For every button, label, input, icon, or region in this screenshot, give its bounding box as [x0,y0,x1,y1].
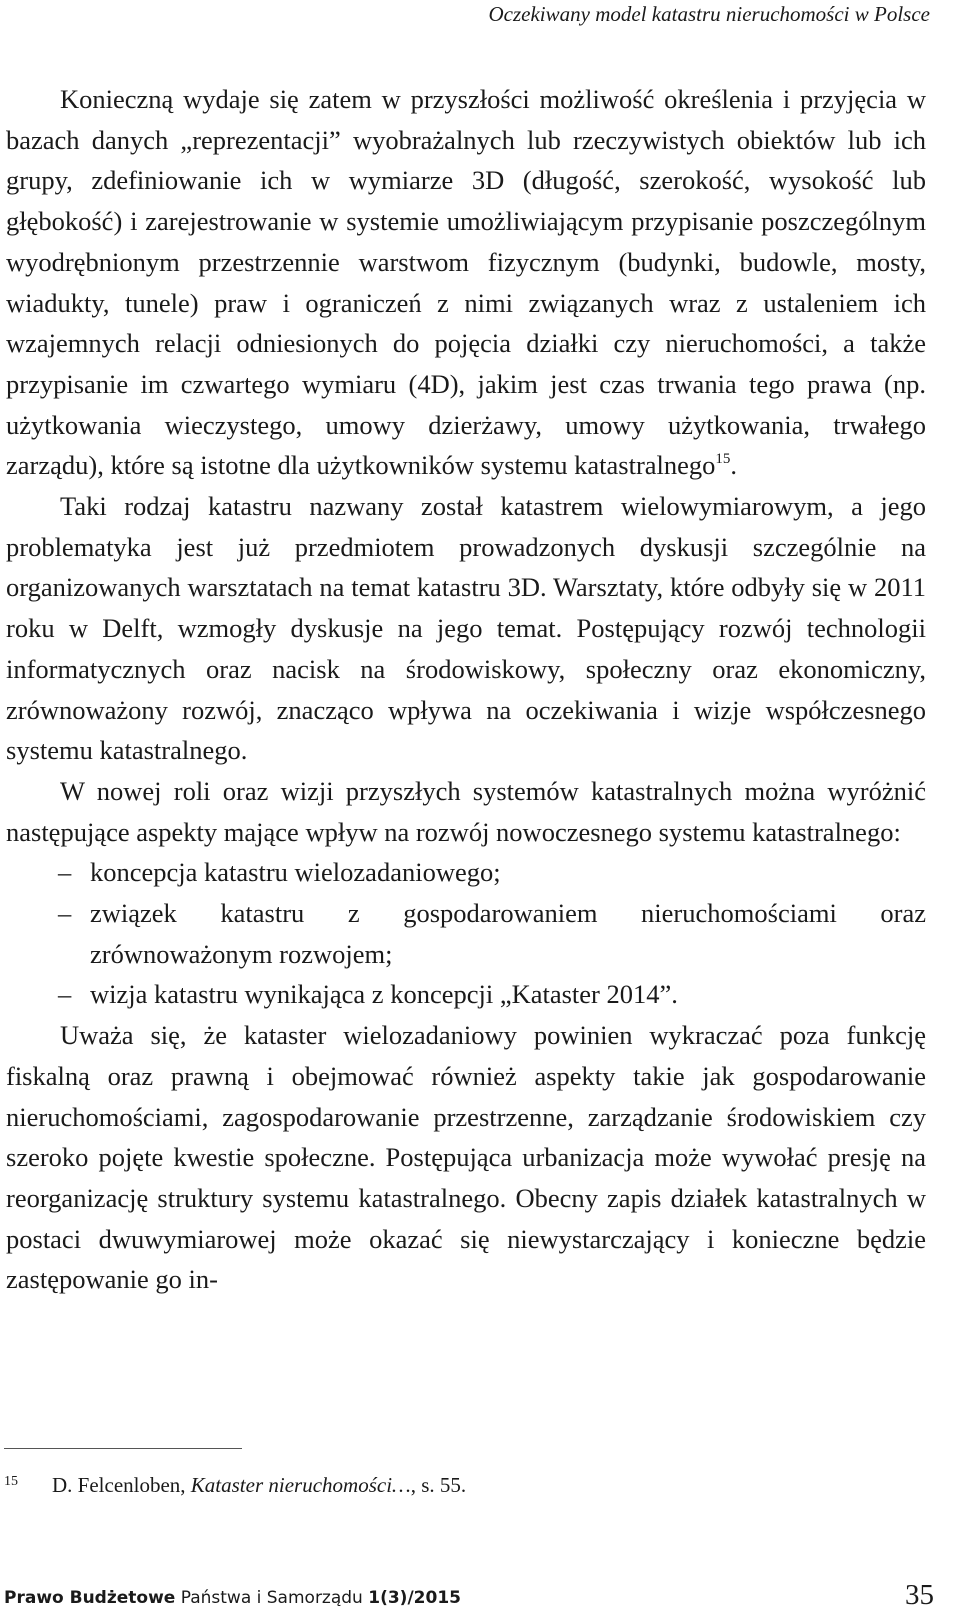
journal-name [4,1588,461,1608]
paragraph-3: W nowej roli oraz wizji przyszłych systemów katastralnych można wyróżnić następujące aspekty mające wpływ na rozwój nowoczesnego systemu katastralnego: [6,775,926,847]
list-dash: – [58,979,72,1010]
footnote-pages: , s. 55. [410,1473,467,1497]
paragraph-1 [6,79,926,486]
footnote-ref-15[interactable]: 15 [715,451,731,468]
list-item [6,852,926,893]
footnote-number: 15 [4,1474,18,1489]
page-number: 35 [905,1579,934,1611]
paragraph-1-text: Konieczną wydaje się zatem w przyszłości możliwość określenia i przyjęcia w bazach danych „reprezentacji” wyobrażalnych lub rzeczywistych obiektów lub ich grupy, zdefiniowanie ich w wymiarze 3D (długość, szerokość, wysokość lub głębokość) i zarejestrowanie w systemie umożliwiającym przypisanie poszczególnym wyodrębnionym przestrzennie warstwom fizycznym (budynki, budowle, mosty, wiadukty, tunele) praw i ograniczeń z nimi związanych wraz z ustaleniem ich wzajemnych relacji odniesionych do pojęcia działki czy nieruchomości, a także przypisanie im czwartego wymiaru (4D), jakim jest czas trwania tego prawa (np. użytkowania wieczystego, umowy dzierżawy, umowy użytkowania, trwałego zarządu), które są istotne dla użytkowników systemu katastralnego [6,84,926,481]
paragraph-1-end: . [730,450,738,481]
footnote-separator [4,1448,242,1449]
journal-name-bold: Prawo Budżetowe [4,1588,176,1608]
list-dash: – [58,898,72,929]
footnote-text [52,1471,466,1499]
running-head: Oczekiwany model katastru nieruchomości w Polsce [488,2,930,26]
footnote-title: Kataster nieruchomości… [190,1473,411,1497]
journal-issue: 1(3)/2015 [368,1588,461,1608]
list-item [6,893,926,974]
paragraph-4: Uważa się, że kataster wielozadaniowy powinien wykraczać poza funkcję fiskalną oraz prawną i obejmować również aspekty takie jak gospodarowanie nieruchomościami, zagospodarowanie przestrzenne, zarządzanie środowiskiem czy szeroko pojęte kwestie społeczne. Postępująca urbanizacja może wywołać presję na reorganizację struktury systemu katastralnego. Obecny zapis działek katastralnych w postaci dwuwymiarowej może okazać się niewystarczający i konieczne będzie zastępowanie go in- [6,1020,926,1295]
footnote-author: D. Felcenloben, [52,1473,191,1497]
aspect-list [6,852,926,1015]
journal-name-rest: Państwa i Samorządu [175,1588,369,1608]
list-item-text: koncepcja katastru wielozadaniowego; [90,857,501,888]
list-item [6,974,926,1015]
list-item-text: wizja katastru wynikająca z koncepcji „Kataster 2014”. [90,979,678,1010]
page-footer [4,1572,934,1612]
paragraph-2: Taki rodzaj katastru nazwany został katastrem wielowymiarowym, a jego problematyka jest już przedmiotem prowadzonych dyskusji szczególnie na organizowanych warsztatach na temat katastru 3D. Warsztaty, które odbyły się w 2011 roku w Delft, wzmogły dyskusje na jego temat. Postępujący rozwój technologii informatycznych oraz nacisk na środowiskowy, społeczny oraz ekonomiczny, zrównoważony rozwój, znacząco wpływa na oczekiwania i wizje współczesnego systemu katastralnego. [6,491,926,766]
list-dash: – [58,857,72,888]
list-item-text: związek katastru z gospodarowaniem nieruchomościami oraz zrównoważonym rozwojem; [90,898,926,969]
main-text [6,79,926,1300]
